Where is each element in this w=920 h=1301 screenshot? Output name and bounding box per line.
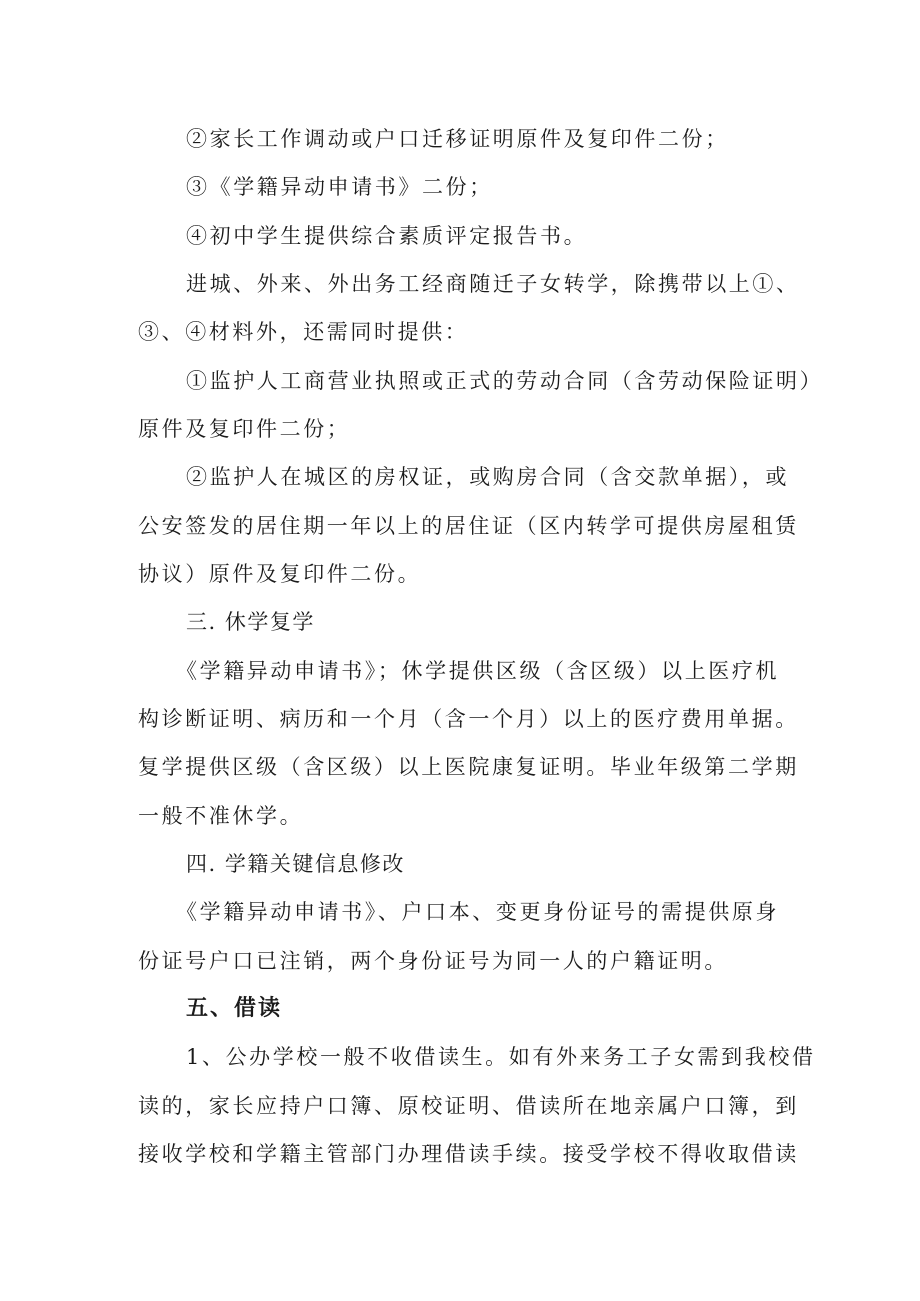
item-4-quality-report: ④初中学生提供综合素质评定报告书。 (186, 224, 588, 248)
section-heading-key-info: 四. 学籍关键信息修改 (186, 852, 405, 876)
paragraph-borrowing-cont-1: 读的，家长应持户口簿、原校证明、借读所在地亲属户口簿，到 (138, 1094, 799, 1118)
item-2-property-certificate: ②监护人在城区的房权证，或购房合同（含交款单据），或 (186, 465, 790, 489)
item-2-work-transfer: ②家长工作调动或户口迁移证明原件及复印件二份； (186, 127, 729, 151)
paragraph-migrant-children-cont: ③、④材料外，还需同时提供： (138, 320, 469, 344)
item-3-application-form: ③《学籍异动申请书》二份； (186, 175, 493, 199)
paragraph-suspension: 《学籍异动申请书》；休学提供区级（含区级）以上医疗机 (176, 659, 780, 683)
paragraph-borrowing: 1、公办学校一般不收借读生。如有外来务工子女需到我校借 (186, 1045, 816, 1069)
paragraph-suspension-cont-1: 构诊断证明、病历和一个月（含一个月）以上的医疗费用单据。 (138, 707, 799, 731)
paragraph-key-info-cont: 份证号户口已注销，两个身份证号为同一人的户籍证明。 (138, 949, 728, 973)
paragraph-migrant-children: 进城、外来、外出务工经商随迁子女转学，除携带以上①、 (186, 272, 800, 296)
paragraph-suspension-cont-2: 复学提供区级（含区级）以上医院康复证明。毕业年级第二学期 (138, 755, 799, 779)
paragraph-borrowing-cont-2: 接收学校和学籍主管部门办理借读手续。接受学校不得收取借读 (138, 1142, 799, 1166)
item-2-property-certificate-cont-2: 协议）原件及复印件二份。 (138, 562, 422, 586)
paragraph-suspension-cont-3: 一般不准休学。 (138, 804, 304, 828)
section-heading-suspension: 三. 休学复学 (186, 610, 315, 634)
item-2-property-certificate-cont-1: 公安签发的居住期一年以上的居住证（区内转学可提供房屋租赁 (138, 514, 799, 538)
item-1-business-license: ①监护人工商营业执照或正式的劳动合同（含劳动保险证明） (186, 369, 824, 393)
item-1-business-license-cont: 原件及复印件二份； (138, 417, 351, 441)
paragraph-key-info: 《学籍异动申请书》、户口本、变更身份证号的需提供原身 (176, 900, 780, 924)
section-heading-borrowing: 五、借读 (186, 996, 283, 1021)
